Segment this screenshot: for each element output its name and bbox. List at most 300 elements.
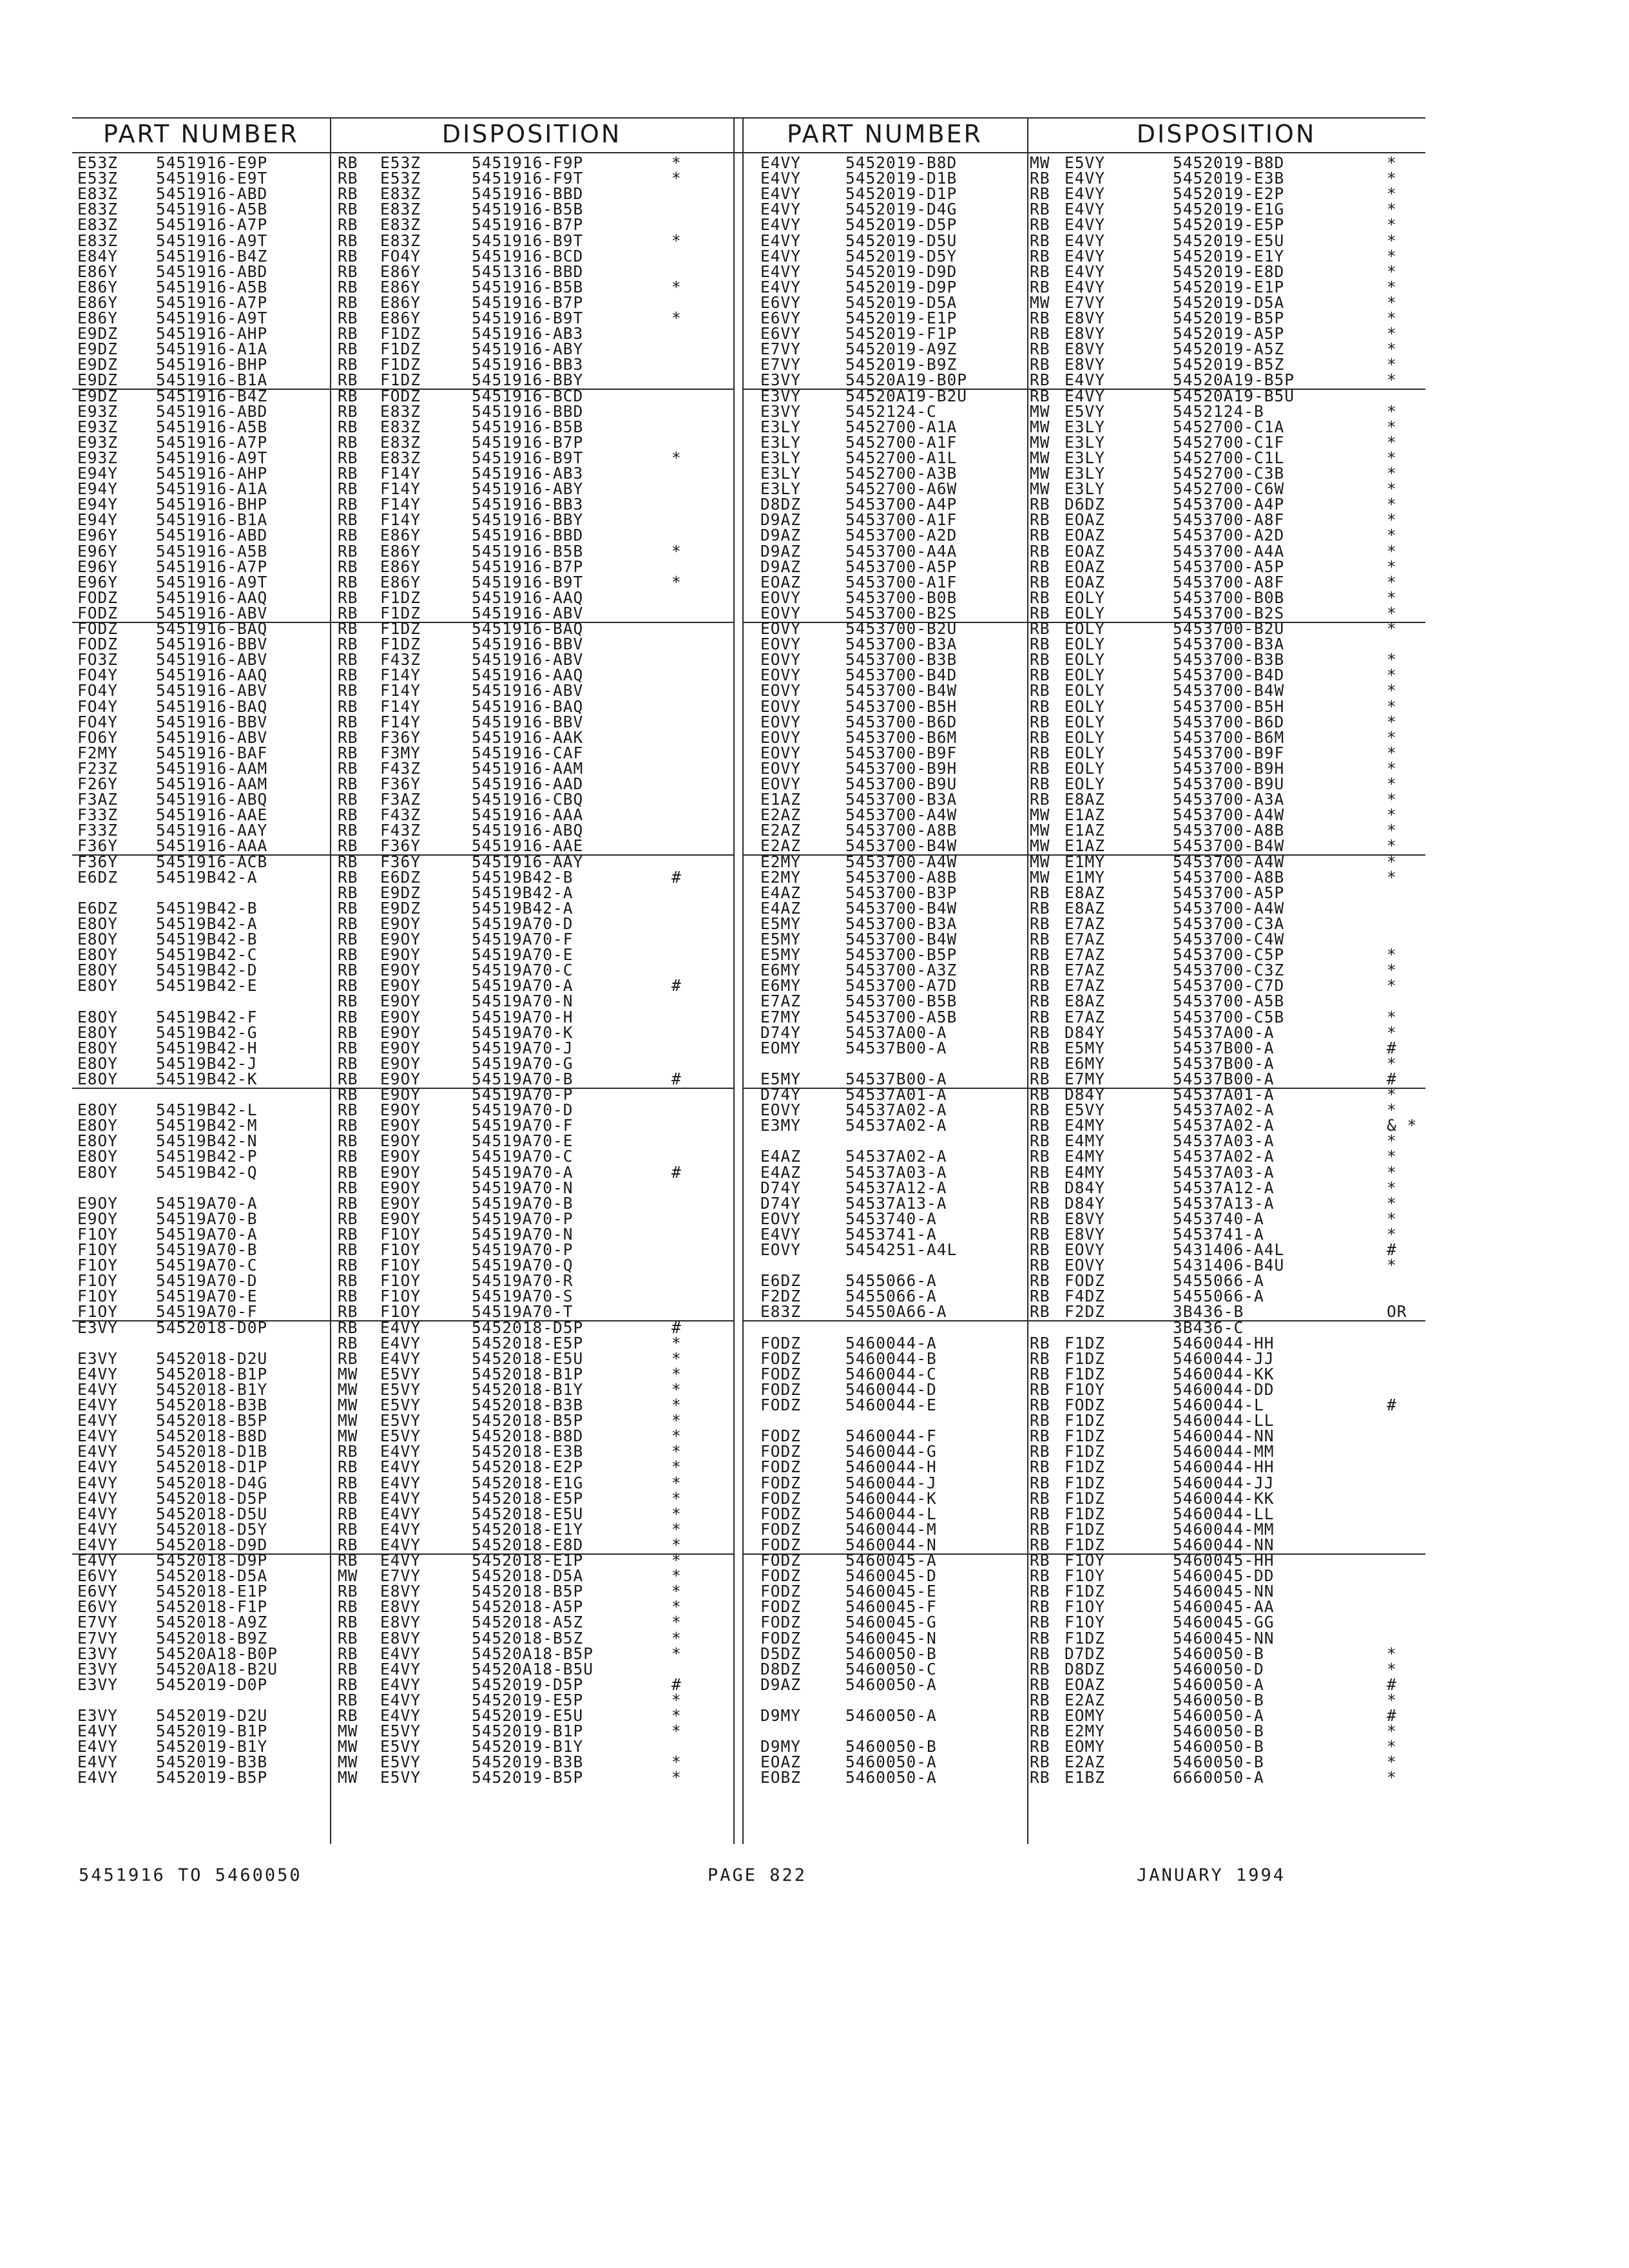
new-model: E9OY [380, 1178, 421, 1197]
new-model: E8VY [1065, 1209, 1106, 1228]
part-number: 5451916-A9T [156, 309, 268, 327]
disp-code: RB [338, 1551, 358, 1570]
new-part-number: 5452018-E3B [472, 1442, 584, 1461]
part-number: 54519A70-F [156, 1302, 258, 1321]
mark: * [671, 1582, 682, 1601]
part-number: 5460044-A [845, 1333, 937, 1352]
new-model: F1DZ [380, 355, 421, 374]
mark: * [1387, 262, 1397, 281]
model-code: EOVY [760, 635, 802, 654]
part-number: 5451916-AAQ [156, 588, 268, 607]
part-number: 5460045-N [845, 1628, 937, 1648]
disp-code: RB [1030, 790, 1050, 809]
new-model: E4VY [380, 1519, 421, 1539]
disp-code: RB [338, 727, 358, 747]
model-code: FODZ [760, 1379, 802, 1399]
disp-code: RB [1030, 340, 1050, 359]
mark: * [671, 1597, 682, 1617]
mark: * [1387, 697, 1397, 716]
part-number: 5453700-A7D [845, 976, 958, 995]
new-part-number: 5451916-BAQ [472, 619, 584, 638]
mark: * [1387, 1737, 1397, 1756]
mark: * [1387, 1224, 1397, 1244]
model-code: E86Y [77, 293, 119, 312]
mark: * [1387, 277, 1397, 296]
part-number: 5452019-D4G [845, 200, 958, 219]
new-model: F1DZ [380, 340, 421, 359]
disp-code: RB [1030, 976, 1050, 995]
part-number: 5452019-D5P [845, 215, 958, 235]
part-number: 5451916-BAQ [156, 619, 268, 638]
part-number: 5452700-A3B [845, 464, 958, 483]
new-part-number: 5460044-JJ [1173, 1349, 1275, 1368]
new-part-number: 5453700-B5H [1173, 697, 1285, 716]
disp-code: MW [1030, 153, 1050, 172]
new-part-number: 5451916-BBY [472, 510, 584, 530]
part-number: 5452018-D1P [156, 1457, 268, 1477]
model-code: F23Z [77, 758, 119, 778]
new-model: EOVY [1065, 1256, 1106, 1275]
part-number: 5453700-A4P [845, 495, 958, 514]
part-number: 5451916-BAQ [156, 697, 268, 716]
part-number: 5452700-A1L [845, 448, 958, 467]
new-part-number: 5460044-HH [1173, 1457, 1275, 1477]
new-part-number: 54519A70-N [472, 1224, 574, 1244]
disp-code: RB [1030, 1023, 1050, 1042]
new-part-number: 54537A02-A [1173, 1100, 1275, 1120]
new-part-number: 5451916-BAQ [472, 697, 584, 716]
model-code: FODZ [760, 1333, 802, 1352]
disp-code: RB [1030, 619, 1050, 638]
new-part-number: 54519A70-C [472, 961, 574, 980]
disp-code: RB [338, 324, 358, 343]
new-part-number: 5453700-A4W [1173, 852, 1285, 871]
new-model: E1MY [1065, 867, 1106, 887]
new-model: EOLY [1065, 774, 1106, 793]
new-part-number: 54537B00-A [1173, 1069, 1275, 1088]
new-part-number: 5453700-B6D [1173, 712, 1285, 731]
mark: * [1387, 1193, 1397, 1213]
new-model: E8VY [380, 1582, 421, 1601]
disp-code: RB [1030, 1100, 1050, 1120]
new-model: E83Z [380, 432, 421, 452]
model-code: D9MY [760, 1737, 802, 1756]
mark: * [1387, 324, 1397, 343]
model-code: E8OY [77, 1162, 119, 1182]
new-model: E7AZ [1065, 961, 1106, 980]
part-number: 5460044-D [845, 1379, 937, 1399]
mark: # [1387, 1675, 1397, 1694]
model-code: EOBZ [760, 1768, 802, 1787]
part-number: 5452018-B9Z [156, 1628, 268, 1648]
new-model: FO4Y [380, 246, 421, 265]
disp-code: RB [1030, 1659, 1050, 1678]
disp-code: MW [1030, 867, 1050, 887]
disp-code: RB [338, 992, 358, 1011]
mark: * [1387, 1178, 1397, 1197]
mark: * [1387, 572, 1397, 591]
part-number: 5451916-AHP [156, 464, 268, 483]
new-part-number: 5460050-B [1173, 1753, 1264, 1772]
mark: * [1387, 743, 1397, 762]
part-number: 5453700-B9F [845, 743, 958, 762]
part-number: 5453700-B5P [845, 945, 958, 965]
new-part-number: 5452019-E5P [1173, 215, 1285, 235]
mark: * [671, 1457, 682, 1477]
part-number: 5451916-AAE [156, 805, 268, 825]
new-part-number: 5460044-MM [1173, 1442, 1275, 1461]
mark: # [671, 867, 682, 887]
model-code: FODZ [760, 1628, 802, 1648]
mark: * [1387, 153, 1397, 172]
part-number: 5451916-A5B [156, 200, 268, 219]
new-part-number: 5451916-B7P [472, 557, 584, 576]
new-model: F1DZ [1065, 1349, 1106, 1368]
new-model: F3AZ [380, 790, 421, 809]
disp-code: RB [338, 184, 358, 204]
new-part-number: 5451916-B9T [472, 231, 584, 250]
mark: * [1387, 464, 1397, 483]
part-number: 5460050-A [845, 1753, 937, 1772]
new-model: EOLY [1065, 712, 1106, 731]
new-model: F36Y [380, 852, 421, 871]
part-number: 5451916-A7P [156, 293, 268, 312]
new-part-number: 5452018-D5A [472, 1566, 584, 1586]
new-model: F1DZ [380, 370, 421, 390]
part-number: 5451916-A5B [156, 417, 268, 436]
model-code: E53Z [77, 169, 119, 188]
new-part-number: 54537A13-A [1173, 1193, 1275, 1213]
mark: * [1387, 1147, 1397, 1166]
part-number: 5451916-A7P [156, 432, 268, 452]
new-part-number: 5460050-B [1173, 1722, 1264, 1741]
disp-code: RB [1030, 1224, 1050, 1244]
new-model: F2DZ [1065, 1302, 1106, 1321]
new-model: F1OY [1065, 1566, 1106, 1586]
disp-code: RB [1030, 1116, 1050, 1135]
disp-code: RB [1030, 1442, 1050, 1461]
disp-code: RB [338, 867, 358, 887]
new-part-number: 5453700-B9H [1173, 758, 1285, 778]
new-model: E4VY [1065, 215, 1106, 235]
model-code: E7VY [760, 340, 802, 359]
model-code: FODZ [760, 1504, 802, 1523]
disp-code: RB [1030, 215, 1050, 235]
model-code: E86Y [77, 309, 119, 327]
new-part-number: 54537A03-A [1173, 1162, 1275, 1182]
disp-code: RB [338, 231, 358, 250]
new-model: F1DZ [380, 324, 421, 343]
model-code: FODZ [760, 1473, 802, 1492]
new-model: F1OY [380, 1271, 421, 1291]
disp-code: RB [338, 1473, 358, 1492]
disp-code: RB [1030, 758, 1050, 778]
model-code: E93Z [77, 401, 119, 421]
new-part-number: 5453700-A8B [1173, 821, 1285, 840]
part-number: 54519B42-C [156, 945, 258, 965]
part-number: 5452018-D9D [156, 1535, 268, 1554]
mark: * [671, 572, 682, 591]
part-number: 54520A18-B2U [156, 1659, 278, 1678]
disp-code: RB [1030, 309, 1050, 327]
disp-code: RB [338, 1193, 358, 1213]
mark: * [671, 1722, 682, 1741]
model-code: E8OY [77, 1069, 119, 1088]
new-model: F1DZ [1065, 1535, 1106, 1554]
model-code: E3LY [760, 432, 802, 452]
new-part-number: 5452019-E5P [472, 1690, 584, 1709]
new-part-number: 5452018-B5P [472, 1582, 584, 1601]
new-model: E53Z [380, 153, 421, 172]
new-model: FODZ [1065, 1271, 1106, 1291]
mark: * [1387, 774, 1397, 793]
mark: * [671, 1768, 682, 1787]
part-number: 5453700-B3A [845, 914, 958, 933]
mark: * [671, 1613, 682, 1632]
model-code: E8OY [77, 1007, 119, 1026]
new-model: EOLY [1065, 681, 1106, 700]
model-code: E6DZ [77, 867, 119, 887]
model-code: E94Y [77, 479, 119, 499]
model-code: E7MY [760, 1007, 802, 1026]
disp-code: RB [1030, 1427, 1050, 1446]
mark: * [1387, 805, 1397, 825]
part-number: 5453741-A [845, 1224, 937, 1244]
model-code: E3LY [760, 448, 802, 467]
part-number: 5451916-A9T [156, 448, 268, 467]
part-number: 5451916-ABV [156, 727, 268, 747]
disp-code: MW [1030, 417, 1050, 436]
mark: * [671, 1504, 682, 1523]
new-model: F1DZ [1065, 1457, 1106, 1477]
disp-code: RB [1030, 1333, 1050, 1352]
new-part-number: 54519A70-S [472, 1287, 574, 1306]
part-number: 5451916-ABD [156, 526, 268, 545]
part-number: 54519B42-F [156, 1007, 258, 1026]
model-code: E4VY [77, 1753, 119, 1772]
new-model: E9OY [380, 914, 421, 933]
new-model: E3LY [1065, 464, 1106, 483]
new-part-number: 5451916-B9T [472, 309, 584, 327]
part-number: 5452018-D0P [156, 1318, 268, 1337]
part-number: 5453700-B6M [845, 727, 958, 747]
model-code: EOAZ [760, 572, 802, 591]
model-code: E2AZ [760, 836, 802, 856]
new-model: E4VY [380, 1659, 421, 1678]
new-model: E86Y [380, 541, 421, 561]
new-part-number: 5451916-BBD [472, 401, 584, 421]
new-part-number: 54519B42-B [472, 867, 574, 887]
part-number: 5460045-E [845, 1582, 937, 1601]
new-part-number: 5451916-ABY [472, 340, 584, 359]
mark: * [671, 1551, 682, 1570]
new-part-number: 5451916-AB3 [472, 464, 584, 483]
new-model: E2AZ [1065, 1753, 1106, 1772]
part-number: 54519B42-A [156, 914, 258, 933]
mark: # [671, 1162, 682, 1182]
mark: * [671, 277, 682, 296]
mark: * [671, 231, 682, 250]
model-code: F2MY [77, 743, 119, 762]
new-part-number: 5452018-B5Z [472, 1628, 584, 1648]
new-part-number: 5453700-B3A [1173, 635, 1285, 654]
new-part-number: 5451916-CBQ [472, 790, 584, 809]
new-model: F43Z [380, 758, 421, 778]
disp-code: RB [338, 1053, 358, 1073]
model-code: EOVY [760, 697, 802, 716]
part-number: 5453700-A4W [845, 805, 958, 825]
disp-code: RB [1030, 1644, 1050, 1663]
model-code: D74Y [760, 1023, 802, 1042]
part-number: 5451916-ABD [156, 262, 268, 281]
mark: * [1387, 541, 1397, 561]
part-number: 5453700-B3A [845, 790, 958, 809]
new-part-number: 5453700-A3A [1173, 790, 1285, 809]
new-model: EOVY [1065, 1240, 1106, 1259]
part-number: 5452018-A9Z [156, 1613, 268, 1632]
model-code: E4VY [77, 1442, 119, 1461]
disp-code: RB [1030, 1675, 1050, 1694]
new-part-number: 5460044-LL [1173, 1504, 1275, 1523]
new-model: E7AZ [1065, 976, 1106, 995]
model-code: F3AZ [77, 790, 119, 809]
new-part-number: 5453700-B3B [1173, 650, 1285, 669]
part-number: 5452700-A6W [845, 479, 958, 499]
new-model: E5VY [380, 1768, 421, 1787]
new-part-number: 54519A70-P [472, 1085, 574, 1104]
part-number: 5451916-BHP [156, 355, 268, 374]
disp-code: RB [338, 1240, 358, 1259]
disp-code: RB [1030, 1349, 1050, 1368]
disp-code: RB [338, 1582, 358, 1601]
new-model: E2MY [1065, 1722, 1106, 1741]
disp-code: RB [338, 1302, 358, 1321]
new-part-number: 5451916-B7P [472, 432, 584, 452]
mark: * [1387, 1753, 1397, 1772]
new-part-number: 5452018-E5P [472, 1333, 584, 1352]
disp-code: RB [1030, 246, 1050, 265]
new-model: EOLY [1065, 619, 1106, 638]
model-code: E4VY [760, 277, 802, 296]
new-model: E8VY [380, 1628, 421, 1648]
mark: * [671, 1442, 682, 1461]
new-part-number: 5451916-BBD [472, 184, 584, 204]
new-model: E9OY [380, 1038, 421, 1057]
disp-code: RB [338, 976, 358, 995]
model-code: E9OY [77, 1209, 119, 1228]
mark: * [671, 1333, 682, 1352]
part-number: 54519A70-B [156, 1240, 258, 1259]
new-part-number: 5453700-B9F [1173, 743, 1285, 762]
disp-code: MW [1030, 293, 1050, 312]
model-code: E3VY [77, 1318, 119, 1337]
disp-code: RB [338, 479, 358, 499]
new-model: E86Y [380, 277, 421, 296]
model-code: E8OY [77, 1038, 119, 1057]
disp-code: RB [338, 541, 358, 561]
model-code: E83Z [760, 1302, 802, 1321]
part-number: 5452019-D1P [845, 184, 958, 204]
new-model: E1AZ [1065, 805, 1106, 825]
disp-code: RB [338, 758, 358, 778]
disp-code: RB [1030, 495, 1050, 514]
new-model: E5VY [1065, 1100, 1106, 1120]
model-code: E9OY [77, 1193, 119, 1213]
new-model: F1DZ [1065, 1364, 1106, 1383]
mark: * [1387, 246, 1397, 265]
disp-code: RB [1030, 681, 1050, 700]
model-code: D9AZ [760, 510, 802, 530]
disp-code: RB [338, 526, 358, 545]
new-part-number: 5452124-B [1173, 401, 1264, 421]
mark: * [671, 1706, 682, 1725]
model-code: F33Z [77, 821, 119, 840]
disp-code: MW [338, 1737, 358, 1756]
new-model: E83Z [380, 417, 421, 436]
disp-code: RB [1030, 743, 1050, 762]
disp-code: RB [1030, 1007, 1050, 1026]
new-model: EOLY [1065, 697, 1106, 716]
mark: * [1387, 370, 1397, 390]
new-model: E4VY [1065, 386, 1106, 405]
new-model: E4VY [380, 1318, 421, 1337]
disp-code: RB [1030, 1613, 1050, 1632]
disp-code: RB [338, 1038, 358, 1057]
model-code: E4VY [760, 153, 802, 172]
new-model: E9OY [380, 1069, 421, 1088]
disp-code: RB [1030, 1379, 1050, 1399]
disp-code: RB [338, 805, 358, 825]
model-code: E2AZ [760, 805, 802, 825]
new-model: EOLY [1065, 743, 1106, 762]
new-model: EOAZ [1065, 572, 1106, 591]
new-model: E83Z [380, 184, 421, 204]
mark: * [1387, 961, 1397, 980]
new-model: E4VY [380, 1333, 421, 1352]
part-number: 54519B42-A [156, 867, 258, 887]
part-number: 5453700-B9H [845, 758, 958, 778]
new-model: E9OY [380, 1007, 421, 1026]
new-model: E4VY [380, 1690, 421, 1709]
disp-code: RB [338, 898, 358, 918]
new-part-number: 5452019-D5A [1173, 293, 1285, 312]
new-model: E7AZ [1065, 914, 1106, 933]
mark: * [1387, 510, 1397, 530]
new-part-number: 5452700-C3B [1173, 464, 1285, 483]
part-number: 5453740-A [845, 1209, 937, 1228]
mark: * [1387, 821, 1397, 840]
disp-code: RB [338, 619, 358, 638]
disp-code: RB [1030, 324, 1050, 343]
new-part-number: 54537B00-A [1173, 1038, 1275, 1057]
disp-code: RB [1030, 650, 1050, 669]
part-number: 5460044-J [845, 1473, 937, 1492]
new-model: EOMY [1065, 1737, 1106, 1756]
new-part-number: 5460045-GG [1173, 1613, 1275, 1632]
disp-code: RB [338, 200, 358, 219]
model-code: E53Z [77, 153, 119, 172]
model-code: E9DZ [77, 386, 119, 405]
new-model: E6MY [1065, 1053, 1106, 1073]
new-model: F43Z [380, 650, 421, 669]
disp-code: RB [338, 635, 358, 654]
new-part-number: 5452019-B3B [472, 1753, 584, 1772]
disp-code: RB [338, 1333, 358, 1352]
part-number: 5452019-B1P [156, 1722, 268, 1741]
new-model: E8AZ [1065, 790, 1106, 809]
new-model: EOLY [1065, 588, 1106, 607]
new-model: E9OY [380, 1209, 421, 1228]
